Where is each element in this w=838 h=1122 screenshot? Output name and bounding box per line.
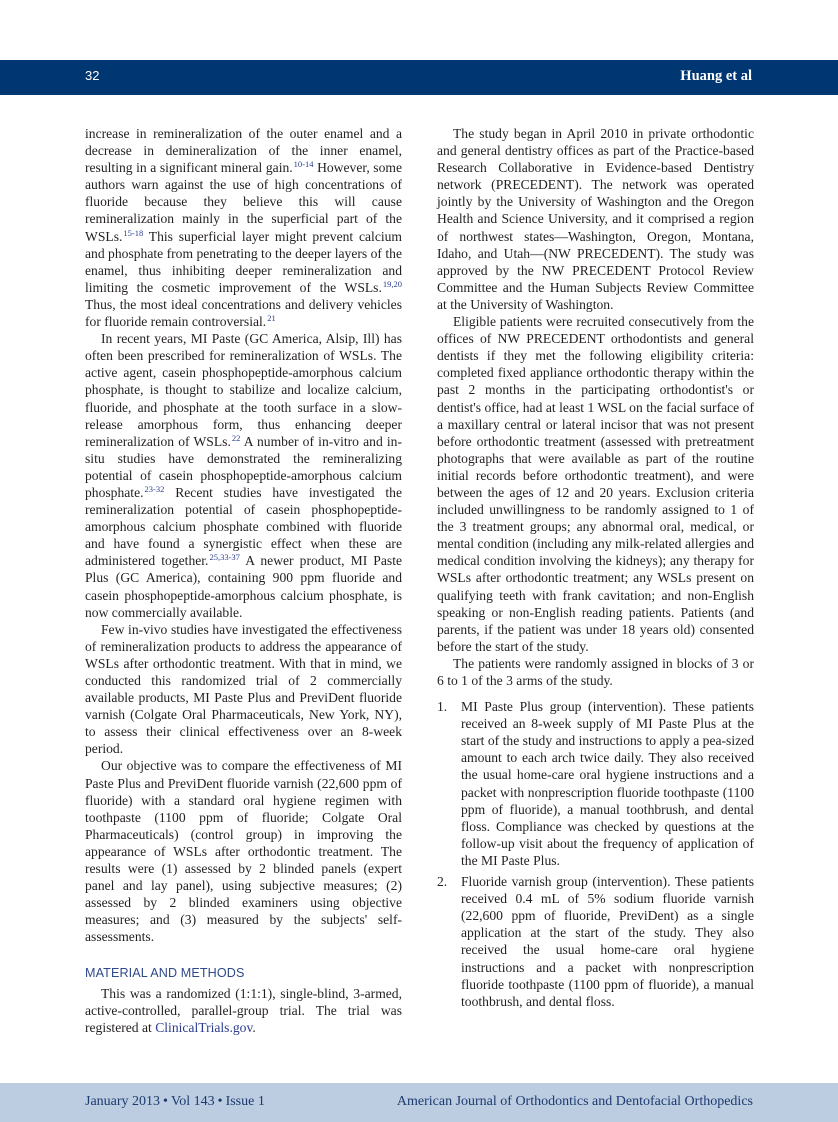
list-item-text: MI Paste Plus group (intervention). These patients received an 8-week supply of MI Paste Plus at the start of the study and instructions to apply a pea-sized amount to each arch twice daily. They also received the usual home-care oral hygiene instructions and a packet with nonprescription fluoride toothpaste (1100 ppm of fluoride), a manual toothbrush, and dental floss. Compliance was checked by questions at the follow-up visit about the frequency of application of the MI Paste Plus. bbox=[461, 699, 754, 868]
paragraph-objective: Our objective was to compare the effectiveness of MI Paste Plus and PreviDent fluoride varnish (22,600 ppm of fluoride) with a standard oral hygiene regimen with toothpaste (1100 ppm of fluoride; Colgate Oral Pharmaceuticals) (control group) in improving the appearance of WSLs after orthodontic treatment. The results were (1) assessed by 2 blinded panels (expert panel and lay panel), using subjective measures; (2) assessed by 2 blinded examiners using objective measures; and (3) measured by the subjects' self-assessments. bbox=[85, 758, 402, 945]
footer-journal-name: American Journal of Orthodontics and Dentofacial Orthopedics bbox=[396, 1094, 753, 1109]
paragraph-study-setting: The study began in April 2010 in private orthodontic and general dentistry offices as part of the Practice-based Research Collaborative in Evidence-based Dentistry network (PRECEDENT). The network was operated jointly by the University of Washington and the Oregon Health and Science University, and it comprised a region of northwest states—Washington, Oregon, Montana, Idaho, and Utah—(NW PRECEDENT). The study was approved by the NW PRECEDENT Protocol Review Committee and the Human Subjects Review Committee at the University of Washington. bbox=[437, 126, 754, 312]
page-number: 32 bbox=[85, 68, 100, 83]
paragraph-in-vivo: Few in-vivo studies have investigated the effectiveness of remineralization products to address the appearance of WSLs after orthodontic treatment. With that in mind, we conducted this randomized trial of 2 commercially available products, MI Paste Plus and PreviDent fluoride varnish (Colgate Oral Pharmaceuticals, New York, NY), to assess their clinical effectiveness over an 8-week period. bbox=[85, 621, 402, 757]
citation-ref[interactable]: 25,33-37 bbox=[209, 552, 240, 563]
citation-ref[interactable]: 10-14 bbox=[293, 159, 314, 170]
clinicaltrials-link[interactable]: ClinicalTrials.gov bbox=[155, 1019, 253, 1035]
list-item-fluoride-varnish-group bbox=[437, 873, 754, 1010]
running-footer bbox=[0, 1083, 838, 1122]
bullet-separator: • bbox=[217, 1094, 223, 1109]
footer-volume: Vol 143 bbox=[170, 1094, 215, 1109]
list-number: 1. bbox=[437, 699, 448, 715]
running-header bbox=[0, 60, 838, 95]
citation-ref[interactable]: 23-32 bbox=[144, 483, 165, 494]
citation-ref[interactable]: 15-18 bbox=[123, 227, 144, 238]
citation-ref[interactable]: 21 bbox=[267, 313, 276, 324]
footer-date: January 2013 bbox=[85, 1094, 161, 1109]
paragraph-trial-design: This was a randomized (1:1:1), single-blind, 3-armed, active-controlled, parallel-group trial. The trial was registered at ClinicalTrials.gov. bbox=[85, 985, 402, 1035]
paragraph-eligibility: Eligible patients were recruited consecutively from the offices of NW PRECEDENT orthodontists and general dentists if they met the following eligibility criteria: completed fixed appliance orthodontic therapy within the past 2 months in the participating orthodontist's or dentist's office, had at least 1 WSL on the facial surface of a maxillary central or lateral incisor that was not present before orthodontic treatment (assessed with pretreatment photographs that were available as part of the routine initial records before orthodontic treatment), and were between the ages of 12 and 20 years. Exclusion criteria included unwillingness to be randomly assigned to 1 of the 3 treatment groups; any abnormal oral, medical, or mental condition (including any milk-related allergies and medical condition involving the kidneys); any therapy for WSLs after orthodontic treatment; any WSLs present on qualifying teeth with frank cavitation; and non-English speaking or non-English reading patients. Patients (and parents, if the patient was under 18 years old) consented before the start of the study. bbox=[437, 314, 754, 654]
citation-ref[interactable]: 19,20 bbox=[382, 278, 402, 289]
treatment-groups-list bbox=[437, 698, 754, 1010]
paragraph-randomization: The patients were randomly assigned in blocks of 3 or 6 to 1 of the 3 arms of the study. bbox=[437, 655, 754, 688]
list-number: 2. bbox=[437, 874, 448, 890]
left-column bbox=[85, 125, 402, 1036]
bullet-separator: • bbox=[163, 1094, 168, 1109]
list-item-mi-paste-group bbox=[437, 698, 754, 869]
right-column bbox=[437, 125, 754, 1014]
running-head-authors: Huang et al bbox=[680, 68, 752, 84]
section-heading-methods: MATERIAL AND METHODS bbox=[85, 965, 245, 980]
list-item-text: Fluoride varnish group (intervention). These patients received 0.4 mL of 5% sodium fluoride varnish (22,600 ppm of fluoride, PreviDent) as a single application at the start of the study. They also received the usual home-care oral hygiene instructions and a packet with nonprescription fluoride toothpaste (1100 ppm of fluoride), a manual toothbrush, and dental floss. bbox=[461, 874, 754, 1009]
citation-ref[interactable]: 22 bbox=[231, 432, 241, 443]
paragraph-mineral-gain: increase in remineralization of the outer enamel and a decrease in demineralization of the inner enamel, resulting in a significant mineral gain.$^{10-14}$ However, some authors warn against the use of high concentrations of fluoride because they believe this will cause remineralization mainly in the superficial part of the WSLs.$^{15-18}$ This superficial layer might prevent calcium and phosphate from penetrating to the deeper layers of the enamel, thus inhibiting deeper remineralization and limiting the cosmetic improvement of the WSLs.$^{19,20}$ Thus, the most ideal concentrations and delivery vehicles for fluoride remain controversial.$^{21}$ bbox=[85, 126, 402, 330]
footer-issue-info bbox=[85, 1093, 265, 1111]
paragraph-mi-paste: In recent years, MI Paste (GC America, Alsip, Ill) has often been prescribed for remineralization of WSLs. The active agent, casein phosphopeptide-amorphous calcium phosphate, is thought to stabilize and localize calcium, fluoride, and phosphate at the tooth surface in a slow-release amorphous form, thus enhancing deeper remineralization of WSLs.$^{22}$ A number of in-vitro and in-situ studies have demonstrated the remineralizing potential of casein phosphopeptide-amorphous calcium phosphate.$^{23-32}$ Recent studies have investigated the remineralization potential of casein phosphopeptide-amorphous calcium phosphate combined with fluoride and have found a synergistic effect when these are administered together.$^{25,33-37}$ A newer product, MI Paste Plus (GC America), containing 900 ppm fluoride and casein phosphopeptide-amorphous calcium phosphate, is now commercially available. bbox=[85, 331, 403, 620]
footer-issue: Issue 1 bbox=[225, 1094, 265, 1109]
